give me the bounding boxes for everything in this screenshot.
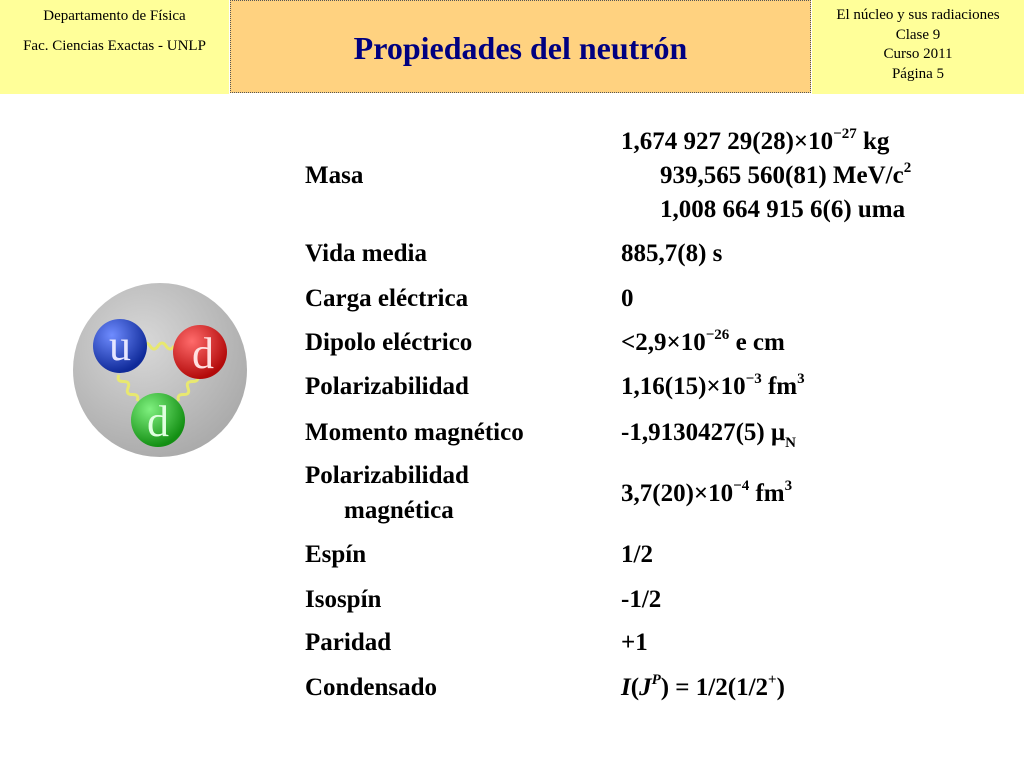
condensado-plus: + xyxy=(768,672,777,688)
value-polmag xyxy=(621,479,792,512)
label-carga: Carga eléctrica xyxy=(305,285,469,312)
value-vida-media: 885,7(8) s xyxy=(621,240,723,267)
polar-exp: −3 xyxy=(745,371,762,387)
down-quark-label-red: d xyxy=(192,329,214,378)
polmag-unit: fm xyxy=(749,480,785,507)
class-number: Clase 9 xyxy=(895,26,941,43)
polmag-unit-exp: 3 xyxy=(784,478,793,494)
course-name: El núcleo y sus radiaciones xyxy=(836,7,1000,23)
dipolo-unit: e cm xyxy=(729,329,785,356)
value-paridad: +1 xyxy=(621,629,648,656)
value-isospin: -1/2 xyxy=(621,586,662,613)
label-dipolo: Dipolo eléctrico xyxy=(305,329,473,356)
value-dipolo xyxy=(621,328,785,361)
value-condensado xyxy=(621,673,785,706)
page-title: Propiedades del neutrón xyxy=(353,30,688,66)
condensado-end: ) xyxy=(776,674,785,701)
polmag-exp: −4 xyxy=(733,478,750,494)
polar-unit: fm xyxy=(761,373,798,400)
label-polmag-1: Polarizabilidad xyxy=(305,462,469,489)
faculty-name: Fac. Ciencias Exactas - UNLP xyxy=(23,38,206,54)
department-name: Departamento de Física xyxy=(43,8,186,24)
label-condensado: Condensado xyxy=(305,674,437,701)
label-polmag-2: magnética xyxy=(344,497,454,524)
condensado-J: J xyxy=(639,674,652,701)
dipolo-base: <2,9×10 xyxy=(621,329,706,356)
value-masa-uma: 1,008 664 915 6(6) uma xyxy=(660,196,906,223)
page-number: Página 5 xyxy=(891,65,945,82)
label-vida-media: Vida media xyxy=(305,240,427,267)
masa-kg-exp: −27 xyxy=(833,126,857,142)
value-carga: 0 xyxy=(621,285,634,312)
condensado-rest: ) = 1/2(1/2 xyxy=(660,674,769,701)
polmag-base: 3,7(20)×10 xyxy=(621,480,734,507)
polar-base: 1,16(15)×10 xyxy=(621,373,746,400)
value-espin: 1/2 xyxy=(621,541,653,568)
momento-base: -1,9130427(5) μ xyxy=(621,419,786,446)
label-masa: Masa xyxy=(305,162,364,189)
dipolo-exp: −26 xyxy=(705,327,730,343)
polar-unit-exp: 3 xyxy=(797,371,805,387)
value-polarizabilidad xyxy=(621,372,805,405)
up-quark-label: u xyxy=(109,321,131,370)
masa-kg-unit: kg xyxy=(856,128,890,155)
masa-mev-exp: 2 xyxy=(903,160,912,176)
course-year: Curso 2011 xyxy=(883,46,953,62)
condensado-P-text: P xyxy=(651,672,661,688)
label-isospin: Isospín xyxy=(305,586,382,613)
label-espin: Espín xyxy=(305,541,367,568)
condensado-J-open: (J xyxy=(630,674,652,701)
condensado-P xyxy=(652,672,661,688)
masa-mev-base: 939,565 560(81) MeV/c xyxy=(660,162,904,189)
down-quark-label-green: d xyxy=(147,397,169,446)
value-momento xyxy=(621,418,796,451)
masa-kg-base: 1,674 927 29(28)×10 xyxy=(621,128,834,155)
condensado-I: I xyxy=(621,674,631,701)
momento-sub: N xyxy=(785,435,796,451)
label-polarizabilidad: Polarizabilidad xyxy=(305,373,469,400)
value-masa-kg xyxy=(621,127,889,160)
label-momento: Momento magnético xyxy=(305,419,524,446)
label-paridad: Paridad xyxy=(305,629,392,656)
value-masa-mev xyxy=(660,161,911,194)
